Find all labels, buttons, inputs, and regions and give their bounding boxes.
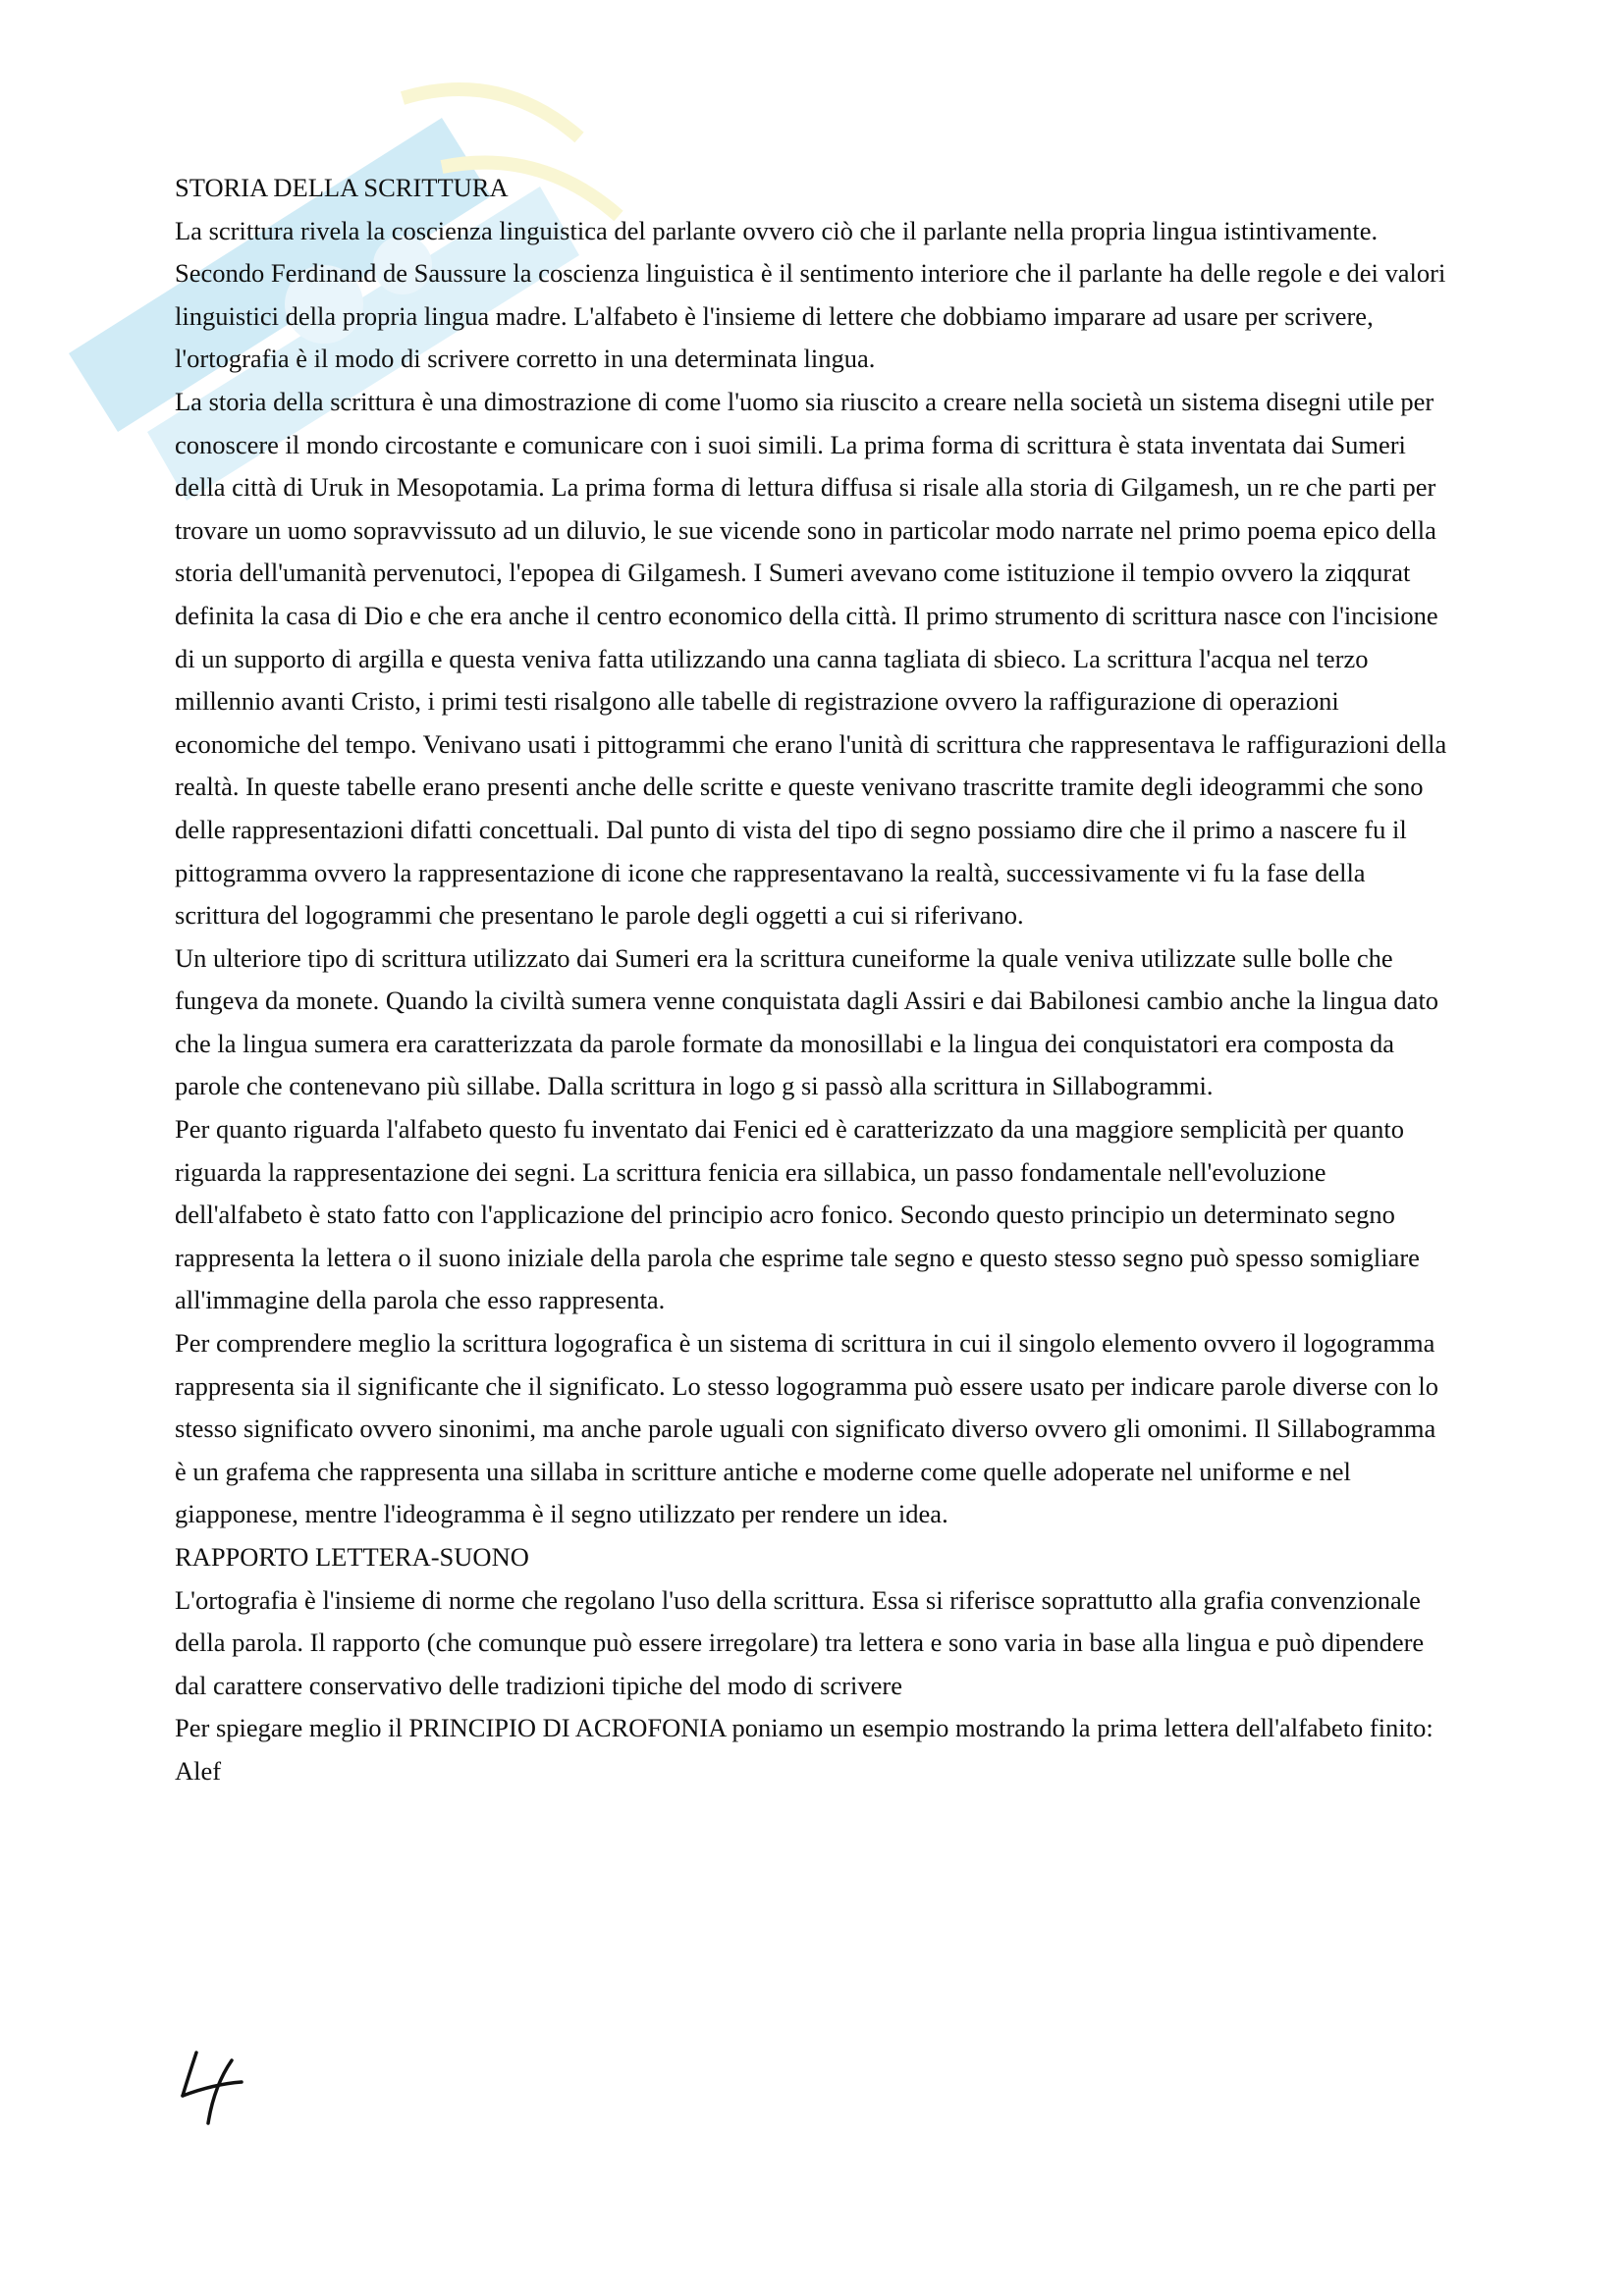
paragraph: L'ortografia è l'insieme di norme che regolano l'uso della scrittura. Essa si riferisce soprattutto alla grafia convenzionale della parola. Il rapporto (che comunque può essere irregolare) tra lettera e sono varia in base alla lingua e può dipendere dal carattere conservativo delle tradizioni tipiche del modo di scrivere (175, 1584, 1425, 1700)
alef-glyph-icon (175, 2047, 253, 2125)
document-body (175, 167, 1451, 1793)
paragraph: La storia della scrittura è una dimostrazione di come l'uomo sia riuscito a creare nella società un sistema disegni utile per conoscere il mondo circostante e comunicare con i suoi simili. La prima forma di scrittura è stata inventata dai Sumeri della città di Uruk in Mesopotamia. La prima forma di lettura diffusa si risale alla storia di Gilgamesh, un re che parti per trovare un uomo sopravvissuto ad un diluvio, le sue vicende sono in particolar modo narrate nel primo poema epico della storia dell'umanità pervenutoci, l'epopea di Gilgamesh. I Sumeri avevano come istituzione il tempio ovvero la ziqqurat definita la casa di Dio e che era anche il centro economico della città. Il primo strumento di scrittura nasce con l'incisione di un supporto di argilla e questa veniva fatta utilizzando una canna tagliata di sbieco. La scrittura l'acqua nel terzo millennio avanti Cristo, i primi testi risalgono alle tabelle di registrazione ovvero la raffigurazione di operazioni economiche del tempo. Venivano usati i pittogrammi che erano l'unità di scrittura che rappresentava le raffigurazioni della realtà. In queste tabelle erano presenti anche delle scritte e queste venivano trascritte tramite degli ideogrammi che sono delle rappresentazioni difatti concettuali. Dal punto di vista del tipo di segno possiamo dire che il primo a nascere fu il pittogramma ovvero la rappresentazione di icone che rappresentavano la realtà, successivamente vi fu la fase della scrittura del logogrammi che presentano le parole degli oggetti a cui si riferivano. (175, 386, 1447, 931)
document-title: STORIA DELLA SCRITTURA (175, 173, 509, 202)
paragraph: La scrittura rivela la coscienza linguistica del parlante ovvero ciò che il parlante nella propria lingua istintivamente. Secondo Ferdinand de Saussure la coscienza linguistica è il sentimento interiore che il parlante ha delle regole e dei valori linguistici della propria lingua madre. L'alfabeto è l'insieme di lettere che dobbiamo imparare ad usare per scrivere, l'ortografia è il modo di scrivere corretto in una determinata lingua. (175, 215, 1446, 374)
paragraph: Per spiegare meglio il PRINCIPIO DI ACROFONIA poniamo un esempio mostrando la prima lettera dell'alfabeto finito: Alef (175, 1713, 1434, 1786)
paragraph: Un ulteriore tipo di scrittura utilizzato dai Sumeri era la scrittura cuneiforme la quale veniva utilizzate sulle bolle che fungeva da monete. Quando la civiltà sumera venne conquistata dagli Assiri e dai Babilonesi cambio anche la lingua dato che la lingua sumera era caratterizzata da parole formate da monosillabi e la lingua dei conquistatori era composta da parole che contenevano più sillabe. Dalla scrittura in logo g si passò alla scrittura in Sillabogrammi. (175, 942, 1439, 1101)
paragraph: Per comprendere meglio la scrittura logografica è un sistema di scrittura in cui il singolo elemento ovvero il logogramma rappresenta sia il significante che il significato. Lo stesso logogramma può essere usato per indicare parole diverse con lo stesso significato ovvero sinonimi, ma anche parole uguali con significato diverso ovvero gli omonimi. Il Sillabogramma è un grafema che rappresenta una sillaba in scritture antiche e moderne come quelle adoperate nel uniforme e nel giapponese, mentre l'ideogramma è il segno utilizzato per rendere un idea. (175, 1328, 1439, 1529)
paragraph: Per quanto riguarda l'alfabeto questo fu inventato dai Fenici ed è caratterizzato da una maggiore semplicità per quanto riguarda la rappresentazione dei segni. La scrittura fenicia era sillabica, un passo fondamentale nell'evoluzione dell'alfabeto è stato fatto con l'applicazione del principio acro fonico. Secondo questo principio un determinato segno rappresenta la lettera o il suono iniziale della parola che esprime tale segno e questo stesso segno può spesso somigliare all'immagine della parola che esso rappresenta. (175, 1114, 1420, 1315)
section-heading: RAPPORTO LETTERA-SUONO (175, 1542, 529, 1572)
